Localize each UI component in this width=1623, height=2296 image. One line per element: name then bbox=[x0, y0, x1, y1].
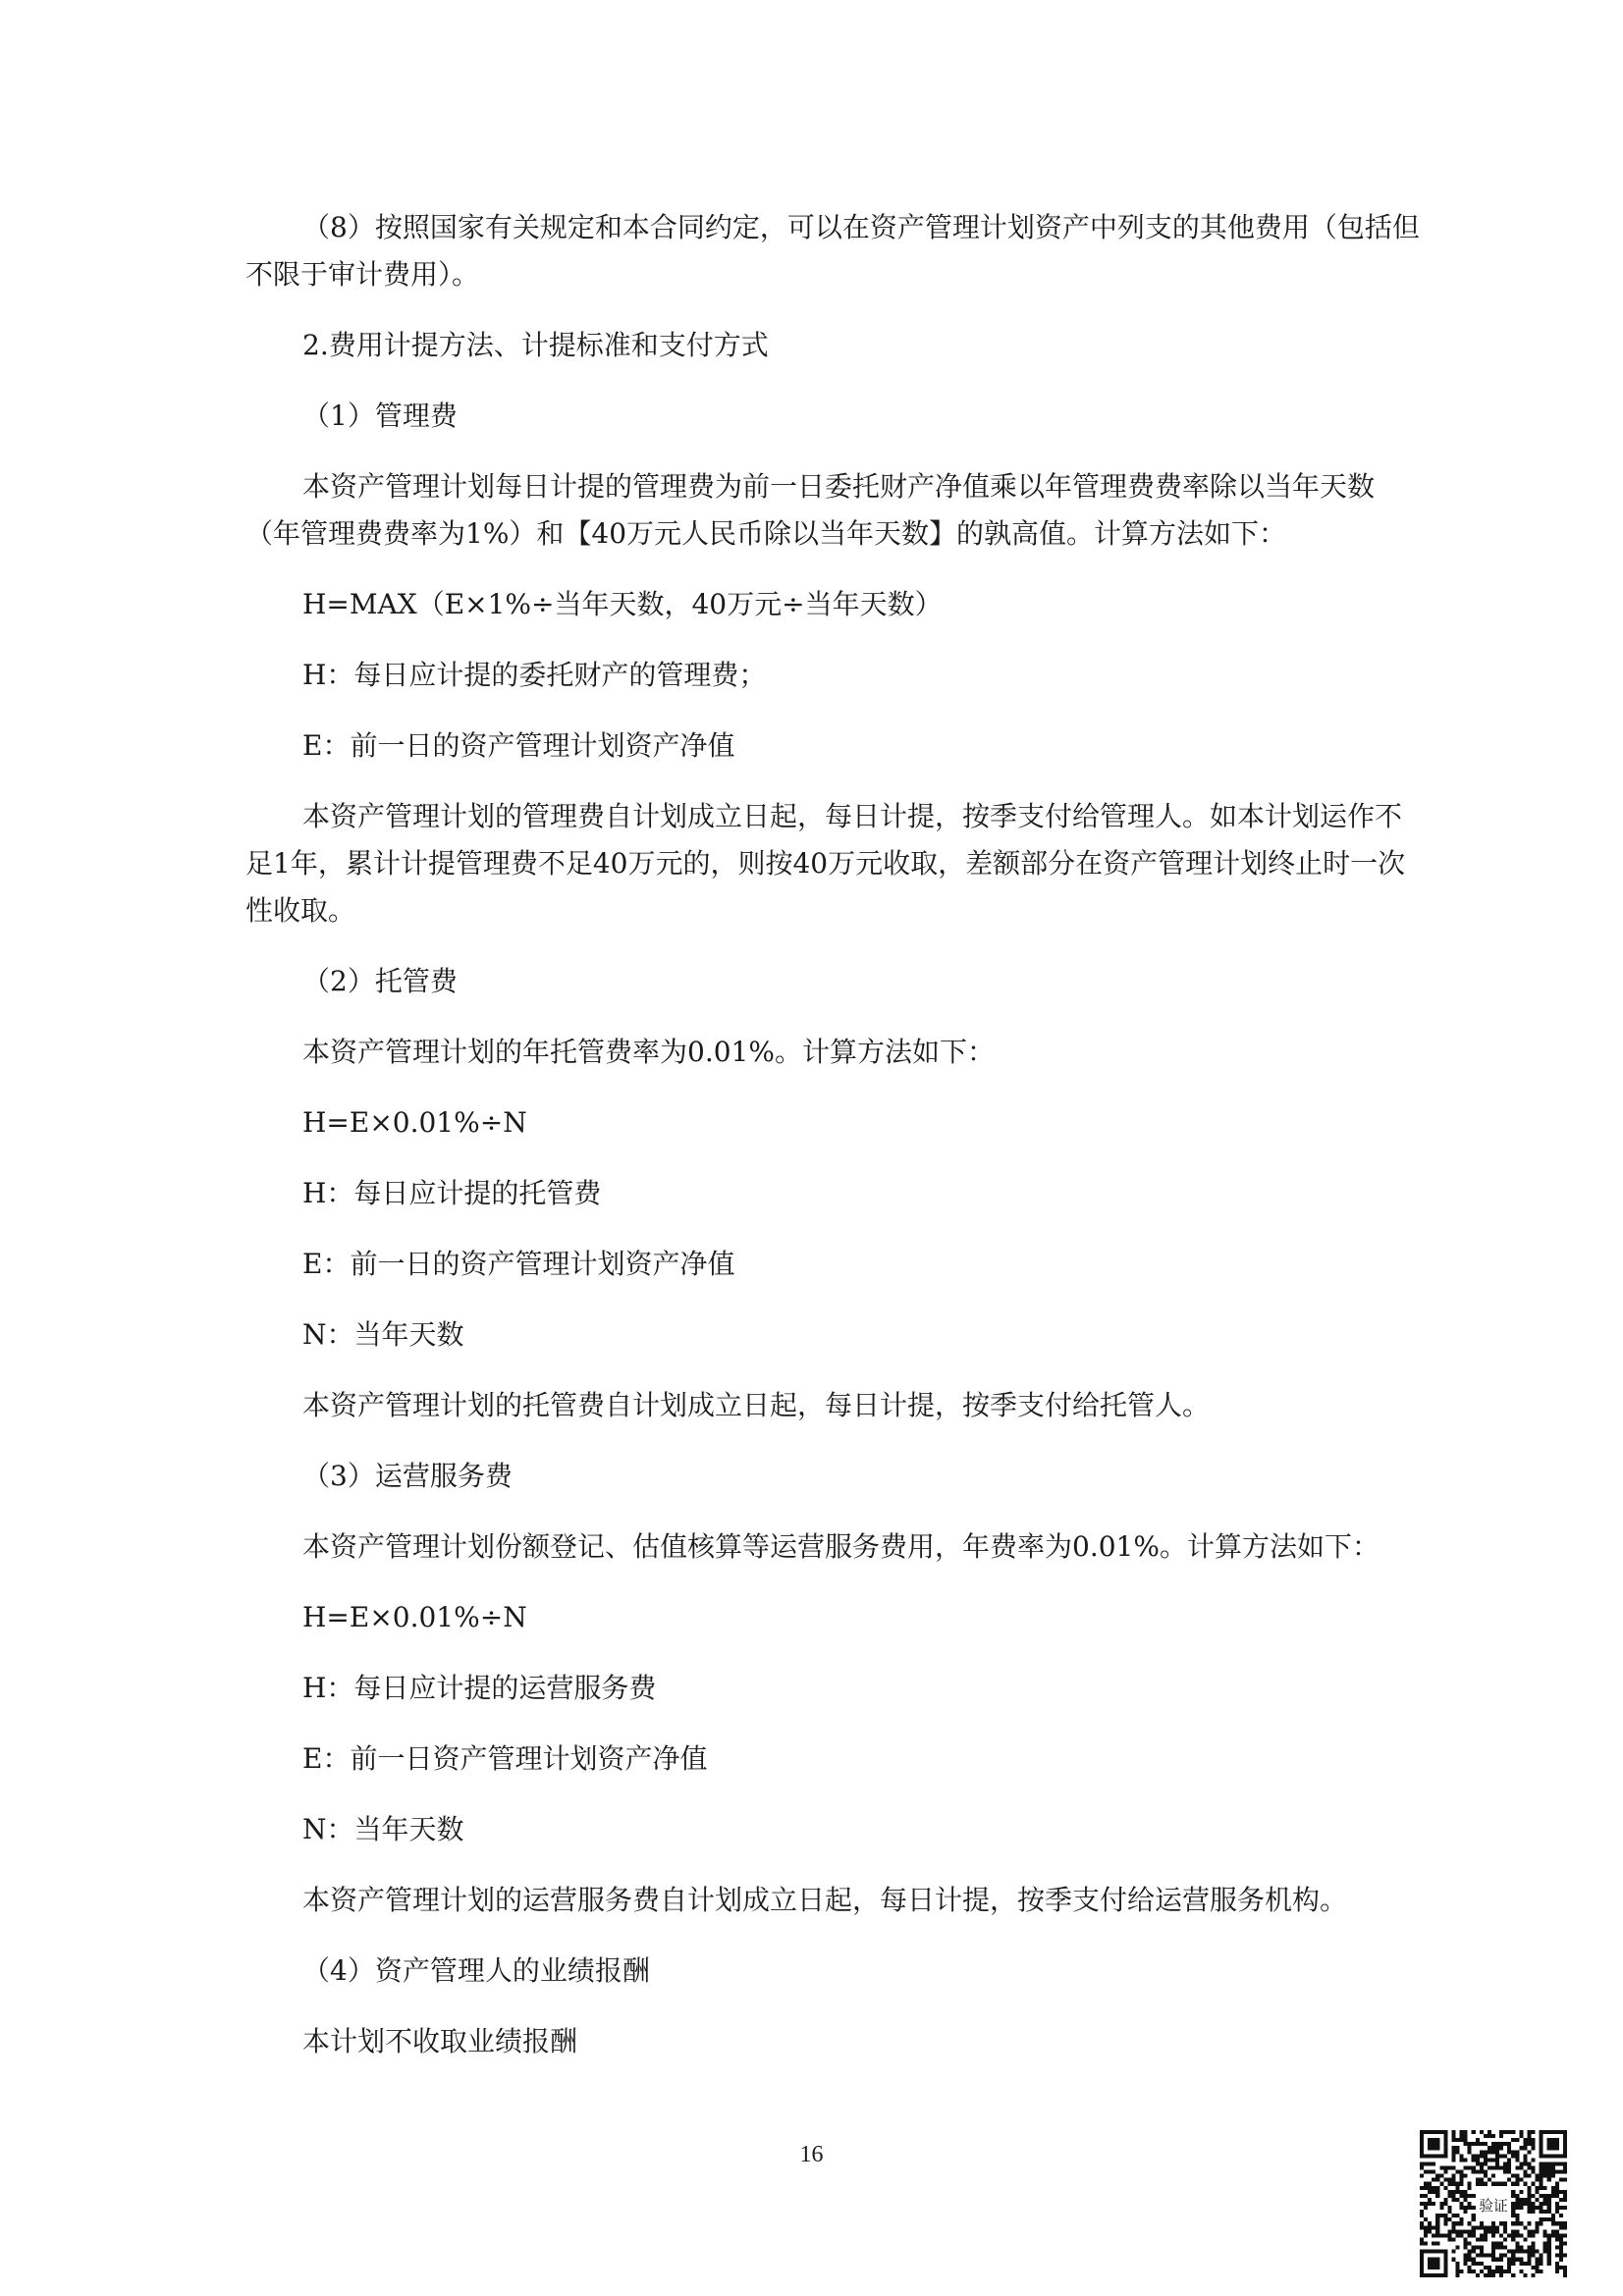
qr-code-icon bbox=[1420, 2130, 1567, 2277]
paragraph-management-fee-payment: 本资产管理计划的管理费自计划成立日起，每日计提，按季支付给管理人。如本计划运作不足1年，累计计提管理费不足40万元的，则按40万元收取，差额部分在资产管理计划终止时一次性收取。 bbox=[245, 800, 1406, 927]
subheading-performance-fee: （4）资产管理人的业绩报酬 bbox=[302, 1954, 650, 1987]
paragraph-operation-fee-rate: 本资产管理计划份额登记、估值核算等运营服务费用，年费率为0.01%。计算方法如下： bbox=[302, 1530, 1380, 1563]
document-body bbox=[245, 204, 1424, 2089]
definition-h-operation: H：每日应计提的运营服务费 bbox=[302, 1672, 657, 1704]
paragraph-other-fees: （8）按照国家有关规定和本合同约定，可以在资产管理计划资产中列支的其他费用（包括但不限于审计费用）。 bbox=[245, 211, 1420, 291]
definition-e-management: E：前一日的资产管理计划资产净值 bbox=[302, 729, 735, 762]
subheading-custody-fee: （2）托管费 bbox=[302, 965, 458, 997]
section-heading-fee-methods: 2.费用计提方法、计提标准和支付方式 bbox=[302, 329, 769, 361]
definition-e-operation: E：前一日资产管理计划资产净值 bbox=[302, 1742, 708, 1775]
definition-n-custody: N：当年天数 bbox=[302, 1318, 464, 1351]
paragraph-management-fee-desc: 本资产管理计划每日计提的管理费为前一日委托财产净值乘以年管理费费率除以当年天数（年管理费费率为1%）和【40万元人民币除以当年天数】的孰高值。计算方法如下： bbox=[245, 470, 1376, 550]
paragraph-operation-fee-payment: 本资产管理计划的运营服务费自计划成立日起，每日计提，按季支付给运营服务机构。 bbox=[302, 1884, 1348, 1916]
definition-e-custody: E：前一日的资产管理计划资产净值 bbox=[302, 1248, 735, 1280]
definition-n-operation: N：当年天数 bbox=[302, 1813, 464, 1845]
definition-h-custody: H：每日应计提的托管费 bbox=[302, 1177, 602, 1209]
formula-management-fee: H=MAX（E×1%÷当年天数，40万元÷当年天数） bbox=[302, 588, 943, 620]
paragraph-custody-fee-payment: 本资产管理计划的托管费自计划成立日起，每日计提，按季支付给托管人。 bbox=[302, 1389, 1211, 1421]
qr-caption: 验证 bbox=[1479, 2197, 1508, 2215]
subheading-operation-fee: （3）运营服务费 bbox=[302, 1460, 513, 1492]
formula-operation-fee: H=E×0.01%÷N bbox=[302, 1601, 527, 1633]
paragraph-custody-fee-rate: 本资产管理计划的年托管费率为0.01%。计算方法如下： bbox=[302, 1036, 995, 1068]
formula-custody-fee: H=E×0.01%÷N bbox=[302, 1106, 527, 1139]
page-number: 16 bbox=[799, 2142, 824, 2167]
definition-h-management: H：每日应计提的委托财产的管理费； bbox=[302, 659, 767, 691]
paragraph-no-performance-fee: 本计划不收取业绩报酬 bbox=[302, 2025, 578, 2057]
subheading-management-fee: （1）管理费 bbox=[302, 400, 458, 432]
